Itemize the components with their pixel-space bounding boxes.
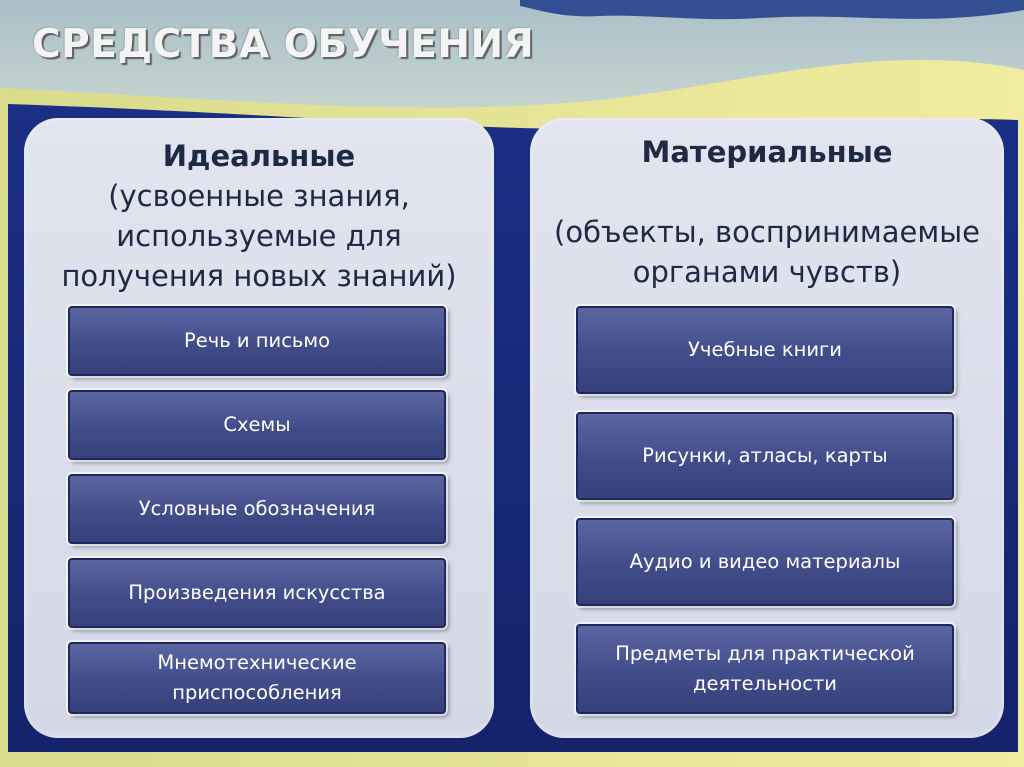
card-line: Произведения искусства — [128, 581, 386, 604]
ideal-item-art[interactable] — [68, 558, 446, 628]
card-label — [223, 410, 290, 440]
card-label — [157, 648, 356, 708]
card-label — [630, 547, 901, 577]
card-line: Учебные книги — [688, 338, 842, 361]
card-line: Условные обозначения — [138, 497, 376, 520]
card-line: деятельности — [693, 672, 837, 695]
ideal-subtitle-line: используемые для — [116, 219, 402, 253]
ideal-panel — [24, 118, 494, 738]
card-line: Схемы — [223, 413, 291, 436]
material-item-textbooks[interactable] — [576, 306, 954, 394]
slide-title: СРЕДСТВА ОБУЧЕНИЯ — [32, 22, 535, 67]
card-line: Речь и письмо — [183, 329, 331, 352]
card-line: Рисунки, атласы, карты — [642, 444, 888, 467]
ideal-title: Идеальные — [162, 139, 356, 173]
card-label — [688, 335, 842, 365]
ideal-item-mnemonic[interactable] — [68, 642, 446, 714]
material-subtitle-line: (объекты, воспринимаемые — [554, 215, 980, 249]
material-header — [530, 132, 1004, 172]
material-item-practical-objects[interactable] — [576, 624, 954, 714]
card-label — [128, 578, 385, 608]
material-title: Материальные — [641, 135, 893, 169]
card-label — [139, 494, 375, 524]
ideal-item-symbols[interactable] — [68, 474, 446, 544]
card-line: Аудио и видео материалы — [629, 550, 901, 573]
ideal-subtitle-line: получения новых знаний) — [61, 259, 457, 293]
ideal-item-schemes[interactable] — [68, 390, 446, 460]
material-item-pictures[interactable] — [576, 412, 954, 500]
material-panel — [530, 118, 1004, 738]
material-subtitle — [530, 212, 1004, 292]
ideal-item-speech[interactable] — [68, 306, 446, 376]
card-line: Мнемотехнические — [157, 651, 357, 674]
card-label — [642, 441, 887, 471]
card-label — [184, 326, 330, 356]
material-item-audio-video[interactable] — [576, 518, 954, 606]
card-line: Предметы для практической — [615, 642, 915, 665]
ideal-subtitle-line: (усвоенные знания, — [108, 179, 410, 213]
card-label — [615, 639, 915, 699]
ideal-header — [24, 136, 494, 296]
card-line: приспособления — [172, 681, 342, 704]
material-subtitle-line: органами чувств) — [632, 255, 902, 289]
